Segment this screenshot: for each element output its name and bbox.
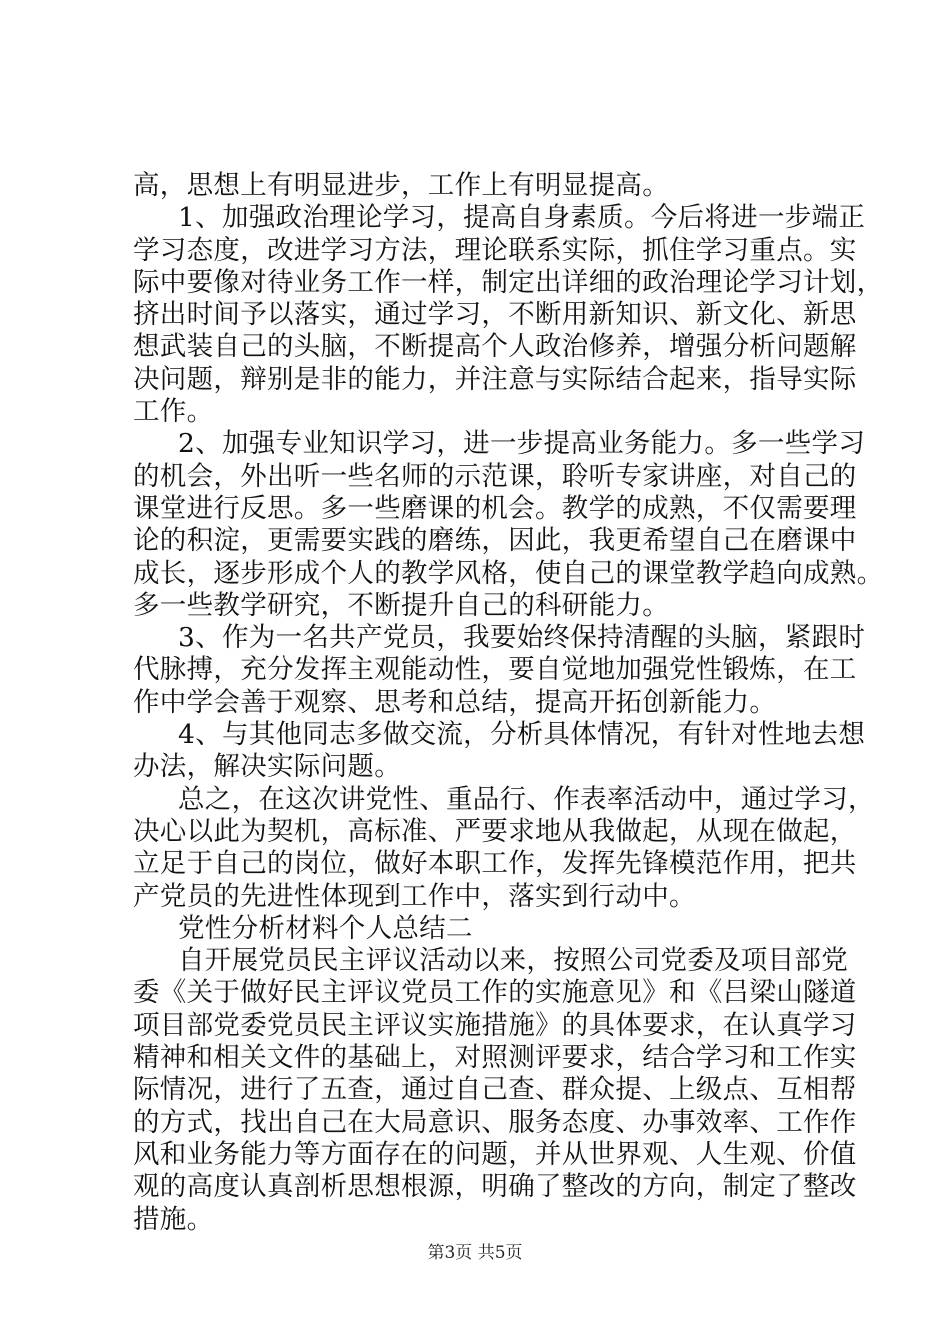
text-line: 措施。 (133, 1203, 214, 1235)
document-body (133, 170, 884, 1236)
section-heading: 党性分析材料个人总结二 (178, 912, 473, 944)
text-line: 想武装自己的头脑，不断提高个人政治修养，增强分析问题解 (133, 331, 857, 363)
text-line: 多一些教学研究，不断提升自己的科研能力。 (133, 589, 669, 621)
text-line: 委《关于做好民主评议党员工作的实施意见》和《吕梁山隧道 (133, 977, 857, 1009)
text-line: 项目部党委党员民主评议实施措施》的具体要求，在认真学习 (133, 1009, 857, 1041)
text-line: 成长，逐步形成个人的教学风格，使自己的课堂教学趋向成熟。 (133, 557, 884, 589)
text-line: 的方式，找出自己在大局意识、服务态度、办事效率、工作作 (133, 1106, 857, 1138)
text-line: 作中学会善于观察、思考和总结，提高开拓创新能力。 (133, 686, 777, 718)
text-line: 学习态度，改进学习方法，理论联系实际，抓住学习重点。实 (133, 234, 857, 266)
text-line: 观的高度认真剖析思想根源，明确了整改的方向，制定了整改 (133, 1171, 857, 1203)
text-line: 办法，解决实际问题。 (133, 751, 401, 783)
page-number-footer: 第3页 共5页 (427, 1243, 523, 1263)
text-line: 自开展党员民主评议活动以来，按照公司党委及项目部党 (178, 945, 848, 977)
text-line: 决问题，辩别是非的能力，并注意与实际结合起来，指导实际 (133, 363, 857, 395)
text-line: 4、与其他同志多做交流，分析具体情况，有针对性地去想 (178, 719, 866, 751)
text-line: 工作。 (133, 396, 214, 428)
text-line: 总之，在这次讲党性、重品行、作表率活动中，通过学习， (178, 783, 875, 815)
text-line: 产党员的先进性体现到工作中，落实到行动中。 (133, 880, 696, 912)
text-line: 精神和相关文件的基础上，对照测评要求，结合学习和工作实 (133, 1042, 857, 1074)
text-line: 1、加强政治理论学习，提高自身素质。今后将进一步端正 (178, 202, 866, 234)
text-line: 3、作为一名共产党员，我要始终保持清醒的头脑，紧跟时 (178, 622, 866, 654)
text-line: 挤出时间予以落实，通过学习，不断用新知识、新文化、新思 (133, 299, 857, 331)
text-line: 际中要像对待业务工作一样，制定出详细的政治理论学习计划， (133, 266, 884, 298)
text-line: 高，思想上有明显进步，工作上有明显提高。 (133, 170, 669, 201)
text-line: 风和业务能力等方面存在的问题，并从世界观、人生观、价值 (133, 1138, 857, 1170)
text-line: 课堂进行反思。多一些磨课的机会。教学的成熟，不仅需要理 (133, 492, 857, 524)
text-line: 的机会，外出听一些名师的示范课，聆听专家讲座，对自己的 (133, 460, 857, 492)
text-line: 际情况，进行了五查，通过自己查、群众提、上级点、互相帮 (133, 1074, 857, 1106)
text-line: 2、加强专业知识学习，进一步提高业务能力。多一些学习 (178, 428, 866, 460)
text-line: 立足于自己的岗位，做好本职工作，发挥先锋模范作用，把共 (133, 848, 857, 880)
text-line: 论的积淀，更需要实践的磨练，因此，我更希望自己在磨课中 (133, 525, 857, 557)
text-line: 代脉搏，充分发挥主观能动性，要自觉地加强党性锻炼，在工 (133, 654, 857, 686)
text-line: 决心以此为契机，高标准、严要求地从我做起，从现在做起， (133, 815, 857, 847)
